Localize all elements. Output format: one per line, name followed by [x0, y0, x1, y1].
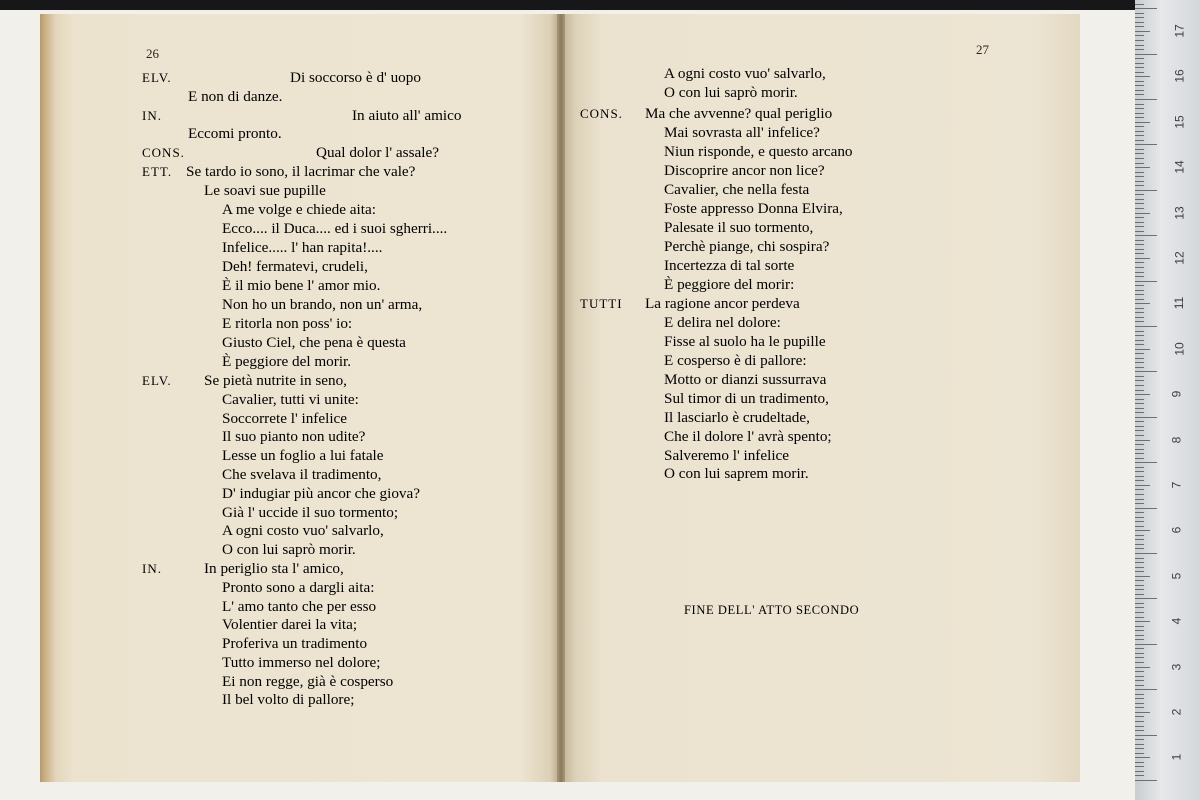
- verse-line: E cosperso è di pallore:: [664, 352, 807, 369]
- ruler-tick: [1135, 535, 1144, 536]
- ruler-tick: [1135, 635, 1144, 636]
- ruler-tick: [1135, 72, 1144, 73]
- ruler-tick: [1135, 471, 1144, 472]
- ruler-tick: [1135, 203, 1144, 204]
- speaker-label: CONS.: [580, 106, 623, 121]
- ruler-tick: [1135, 644, 1157, 645]
- ruler-number: 6: [1169, 526, 1184, 534]
- ruler-tick: [1135, 226, 1144, 227]
- verse-line: Già l' uccide il suo tormento;: [222, 504, 399, 521]
- ruler-tick: [1135, 58, 1144, 59]
- verse-line: Che il dolore l' avrà spento;: [664, 428, 832, 445]
- speaker-label: IN.: [142, 108, 162, 123]
- ruler-tick: [1135, 185, 1144, 186]
- verse-line: L' amo tanto che per esso: [222, 598, 377, 615]
- ruler-tick: [1135, 331, 1144, 332]
- ruler-tick: [1135, 626, 1144, 627]
- verse-line: In periglio sta l' amico,: [204, 560, 344, 577]
- ruler-tick: [1135, 440, 1150, 441]
- closing-caption: FINE DELL' ATTO SECONDO: [684, 603, 860, 617]
- ruler-tick: [1135, 435, 1144, 436]
- speaker-label: IN.: [142, 561, 162, 576]
- ruler-tick: [1135, 326, 1157, 327]
- ruler-tick: [1135, 163, 1144, 164]
- ruler-tick: [1135, 135, 1144, 136]
- ruler-tick: [1135, 480, 1144, 481]
- verse-line: Se tardo io sono, il lacrimar che vale?: [186, 163, 416, 180]
- ruler-tick: [1135, 753, 1144, 754]
- ruler-tick: [1135, 585, 1144, 586]
- ruler-number: 14: [1172, 160, 1187, 174]
- verse-line: E non di danze.: [188, 88, 283, 105]
- ruler-tick: [1135, 707, 1144, 708]
- ruler-tick: [1135, 26, 1144, 27]
- ruler-tick: [1135, 90, 1144, 91]
- ruler-tick: [1135, 167, 1150, 168]
- ruler-tick: [1135, 548, 1144, 549]
- ruler-tick: [1135, 653, 1144, 654]
- verse-line: E delira nel dolore:: [664, 314, 781, 331]
- verse-line: Non ho un brando, non un' arma,: [222, 296, 423, 313]
- verse-line: Proferiva un tradimento: [222, 635, 368, 652]
- verse-line: In aiuto all' amico: [352, 107, 462, 124]
- ruler-tick: [1135, 685, 1144, 686]
- ruler-tick: [1135, 371, 1157, 372]
- ruler-tick: [1135, 362, 1144, 363]
- ruler-tick: [1135, 40, 1144, 41]
- ruler-tick: [1135, 190, 1157, 191]
- ruler-tick: [1135, 253, 1144, 254]
- verse-line: O con lui saprem morir.: [664, 465, 809, 482]
- ruler-tick: [1135, 694, 1144, 695]
- ruler-number: 12: [1172, 251, 1187, 265]
- ruler-tick: [1135, 621, 1150, 622]
- verse-line: È peggiore del morir:: [664, 276, 795, 293]
- verse-line: Volentier darei la vita;: [222, 616, 358, 633]
- verse-line: Discoprire ancor non lice?: [664, 162, 825, 179]
- ruler-number: 2: [1169, 708, 1184, 716]
- ruler-number: 1: [1169, 753, 1184, 761]
- ruler-number: 4: [1169, 617, 1184, 625]
- ruler-tick: [1135, 340, 1144, 341]
- ruler-tick: [1135, 775, 1144, 776]
- verse-line: E ritorla non poss' io:: [222, 315, 353, 332]
- ruler-tick: [1135, 108, 1144, 109]
- ruler-tick: [1135, 290, 1144, 291]
- ruler-tick: [1135, 676, 1144, 677]
- ruler-tick: [1135, 49, 1144, 50]
- verse-line: Fisse al suolo ha le pupille: [664, 333, 826, 350]
- ruler-tick: [1135, 403, 1144, 404]
- ruler-tick: [1135, 276, 1144, 277]
- verse-line: Che svelava il tradimento,: [222, 466, 382, 483]
- ruler-tick: [1135, 730, 1144, 731]
- ruler-tick: [1135, 126, 1144, 127]
- verse-line: È il mio bene l' amor mio.: [222, 277, 381, 294]
- ruler-tick: [1135, 489, 1144, 490]
- ruler-tick: [1135, 181, 1144, 182]
- ruler-tick: [1135, 603, 1144, 604]
- ruler-tick: [1135, 294, 1144, 295]
- ruler-tick: [1135, 735, 1157, 736]
- ruler-tick: [1135, 726, 1144, 727]
- verse-line: A me volge e chiede aita:: [222, 201, 376, 218]
- ruler-tick: [1135, 240, 1144, 241]
- book-gutter: [557, 14, 565, 782]
- ruler-number: 17: [1172, 24, 1187, 38]
- ruler-tick: [1135, 757, 1150, 758]
- ruler-tick: [1135, 739, 1144, 740]
- ruler-tick: [1135, 54, 1157, 55]
- verse-line: Il suo pianto non udite?: [222, 428, 366, 445]
- ruler-tick: [1135, 94, 1144, 95]
- ruler-tick: [1135, 140, 1144, 141]
- ruler-tick: [1135, 199, 1144, 200]
- verse-line: Le soavi sue pupille: [204, 182, 326, 199]
- ruler-tick: [1135, 335, 1144, 336]
- ruler-tick: [1135, 494, 1144, 495]
- ruler-tick: [1135, 771, 1144, 772]
- ruler-tick: [1135, 394, 1150, 395]
- ruler-tick: [1135, 194, 1144, 195]
- ruler-tick: [1135, 308, 1144, 309]
- ruler-tick: [1135, 321, 1144, 322]
- verse-line: Se pietà nutrite in seno,: [204, 372, 347, 389]
- ruler-tick: [1135, 648, 1144, 649]
- ruler-number: 16: [1172, 69, 1187, 83]
- ruler-tick: [1135, 716, 1144, 717]
- verse-line: Foste appresso Donna Elvira,: [664, 200, 843, 217]
- ruler-tick: [1135, 671, 1144, 672]
- ruler-tick: [1135, 712, 1150, 713]
- ruler-tick: [1135, 517, 1144, 518]
- ruler-tick: [1135, 467, 1144, 468]
- ruler-tick: [1135, 562, 1144, 563]
- verse-line: O con lui saprò morir.: [222, 541, 356, 558]
- ruler-tick: [1135, 780, 1157, 781]
- ruler-tick: [1135, 4, 1144, 5]
- ruler-tick: [1135, 85, 1144, 86]
- ruler-tick: [1135, 303, 1150, 304]
- speaker-label: ELV.: [142, 373, 172, 388]
- ruler-tick: [1135, 744, 1144, 745]
- verse-line: Di soccorso è d' uopo: [290, 69, 421, 86]
- ruler-tick: [1135, 131, 1144, 132]
- verse-line: Lesse un foglio a lui fatale: [222, 447, 384, 464]
- ruler-tick: [1135, 272, 1144, 273]
- ruler-tick: [1135, 217, 1144, 218]
- ruler-tick: [1135, 299, 1144, 300]
- verse-line: Il bel volto di pallore;: [222, 691, 355, 708]
- ruler-tick: [1135, 567, 1144, 568]
- ruler-tick: [1135, 285, 1144, 286]
- ruler-tick: [1135, 748, 1144, 749]
- ruler-tick: [1135, 317, 1144, 318]
- ruler-tick: [1135, 530, 1150, 531]
- ruler-tick: [1135, 458, 1144, 459]
- ruler-tick: [1135, 244, 1144, 245]
- ruler-tick: [1135, 76, 1150, 77]
- ruler-tick: [1135, 766, 1144, 767]
- ruler-tick: [1135, 444, 1144, 445]
- ruler-tick: [1135, 594, 1144, 595]
- ruler-tick: [1135, 153, 1144, 154]
- ruler-tick: [1135, 122, 1150, 123]
- ruler-tick: [1135, 453, 1144, 454]
- ruler-tick: [1135, 553, 1157, 554]
- ruler-tick: [1135, 558, 1144, 559]
- ruler-tick: [1135, 231, 1144, 232]
- ruler-tick: [1135, 385, 1144, 386]
- ruler-number: 7: [1169, 481, 1184, 489]
- ruler-tick: [1135, 662, 1144, 663]
- ruler-tick: [1135, 17, 1144, 18]
- ruler-tick: [1135, 680, 1144, 681]
- ruler-tick: [1135, 281, 1157, 282]
- ruler-tick: [1135, 353, 1144, 354]
- verse-line: Qual dolor l' assale?: [316, 144, 439, 161]
- verse-line: Tutto immerso nel dolore;: [222, 654, 381, 671]
- verse-line: Giusto Ciel, che pena è questa: [222, 334, 406, 351]
- ruler-number: 10: [1172, 342, 1187, 356]
- ruler-tick: [1135, 630, 1144, 631]
- verse-line: Palesate il suo tormento,: [664, 219, 814, 236]
- speaker-label: ELV.: [142, 70, 172, 85]
- verse-line: Mai sovrasta all' infelice?: [664, 124, 820, 141]
- ruler-tick: [1135, 213, 1150, 214]
- ruler-tick: [1135, 117, 1144, 118]
- ruler-tick: [1135, 412, 1144, 413]
- ruler-tick: [1135, 430, 1144, 431]
- ruler-tick: [1135, 657, 1144, 658]
- speaker-label: CONS.: [142, 145, 185, 160]
- ruler-tick: [1135, 721, 1144, 722]
- verse-line: Il lasciarlo è crudeltade,: [664, 409, 810, 426]
- verse-line: A ogni costo vuo' salvarlo,: [222, 522, 384, 539]
- ruler-tick: [1135, 158, 1144, 159]
- measuring-ruler: [1135, 0, 1200, 800]
- ruler-tick: [1135, 144, 1157, 145]
- ruler-number: 8: [1169, 436, 1184, 443]
- ruler-number: 9: [1169, 390, 1184, 398]
- verse-line: D' indugiar più ancor che giova?: [222, 485, 420, 502]
- verse-line: Motto or dianzi sussurrava: [664, 371, 827, 388]
- page-number-right: 27: [976, 42, 989, 57]
- ruler-tick: [1135, 508, 1157, 509]
- ruler-tick: [1135, 417, 1157, 418]
- verse-line: È peggiore del morir.: [222, 353, 352, 370]
- ruler-tick: [1135, 589, 1144, 590]
- ruler-tick: [1135, 390, 1144, 391]
- ruler-tick: [1135, 408, 1144, 409]
- ruler-tick: [1135, 367, 1144, 368]
- ruler-tick: [1135, 689, 1157, 690]
- ruler-tick: [1135, 344, 1144, 345]
- ruler-tick: [1135, 380, 1144, 381]
- ruler-tick: [1135, 539, 1144, 540]
- ruler-tick: [1135, 104, 1144, 105]
- verse-line: La ragione ancor perdeva: [645, 295, 800, 312]
- ruler-tick: [1135, 235, 1157, 236]
- ruler-tick: [1135, 113, 1144, 114]
- ruler-tick: [1135, 617, 1144, 618]
- ruler-tick: [1135, 762, 1144, 763]
- verse-line: Cavalier, tutti vi unite:: [222, 391, 359, 408]
- ruler-tick: [1135, 698, 1144, 699]
- ruler-tick: [1135, 426, 1144, 427]
- verse-line: Ei non regge, già è cosperso: [222, 673, 394, 690]
- ruler-tick: [1135, 349, 1150, 350]
- ruler-tick: [1135, 312, 1144, 313]
- ruler-tick: [1135, 249, 1144, 250]
- ruler-tick: [1135, 544, 1144, 545]
- ruler-tick: [1135, 45, 1144, 46]
- ruler-tick: [1135, 262, 1144, 263]
- verse-line: Incertezza di tal sorte: [664, 257, 795, 274]
- ruler-tick: [1135, 580, 1144, 581]
- ruler-tick: [1135, 449, 1144, 450]
- ruler-tick: [1135, 358, 1144, 359]
- ruler-tick: [1135, 399, 1144, 400]
- ruler-number: 11: [1172, 297, 1187, 310]
- ruler-tick: [1135, 99, 1157, 100]
- verse-line: Ma che avvenne? qual periglio: [645, 105, 833, 122]
- ruler-tick: [1135, 63, 1144, 64]
- ruler-tick: [1135, 462, 1157, 463]
- ruler-tick: [1135, 607, 1144, 608]
- ruler-tick: [1135, 485, 1150, 486]
- verse-line: Deh! fermatevi, crudeli,: [222, 258, 368, 275]
- ruler-tick: [1135, 267, 1144, 268]
- ruler-tick: [1135, 667, 1150, 668]
- verse-line: A ogni costo vuo' salvarlo,: [664, 65, 826, 82]
- ruler-tick: [1135, 576, 1150, 577]
- verse-line: Niun risponde, e questo arcano: [664, 143, 853, 160]
- ruler-tick: [1135, 571, 1144, 572]
- ruler-tick: [1135, 512, 1144, 513]
- verse-line: Salveremo l' infelice: [664, 447, 790, 464]
- verse-line: Cavalier, che nella festa: [664, 181, 810, 198]
- ruler-tick: [1135, 421, 1144, 422]
- ruler-number: 5: [1169, 572, 1184, 580]
- ruler-tick: [1135, 476, 1144, 477]
- ruler-tick: [1135, 703, 1144, 704]
- page-number-left: 26: [146, 46, 159, 61]
- ruler-tick: [1135, 172, 1144, 173]
- ruler-tick: [1135, 222, 1144, 223]
- verse-line: Soccorrete l' infelice: [222, 410, 348, 427]
- ruler-number: 3: [1169, 663, 1184, 670]
- ruler-tick: [1135, 22, 1144, 23]
- ruler-tick: [1135, 376, 1144, 377]
- ruler-tick: [1135, 598, 1157, 599]
- ruler-tick: [1135, 521, 1144, 522]
- ruler-tick: [1135, 526, 1144, 527]
- verse-line: Perchè piange, chi sospira?: [664, 238, 830, 255]
- verse-line: O con lui saprò morir.: [664, 84, 798, 101]
- ruler-tick: [1135, 67, 1144, 68]
- ruler-tick: [1135, 612, 1144, 613]
- ruler-tick: [1135, 31, 1150, 32]
- ruler-tick: [1135, 13, 1144, 14]
- speaker-label: ETT.: [142, 164, 173, 179]
- ruler-number: 13: [1172, 205, 1187, 220]
- ruler-tick: [1135, 149, 1144, 150]
- verse-line: Eccomi pronto.: [188, 125, 282, 142]
- ruler-tick: [1135, 503, 1144, 504]
- verse-line: Infelice..... l' han rapita!....: [222, 239, 383, 256]
- speaker-label: TUTTI: [580, 296, 623, 311]
- verse-line: Sul timor di un tradimento,: [664, 390, 829, 407]
- ruler-tick: [1135, 35, 1144, 36]
- ruler-number: 15: [1172, 115, 1187, 129]
- verse-line: Pronto sono a dargli aita:: [222, 579, 375, 596]
- ruler-tick: [1135, 176, 1144, 177]
- ruler-tick: [1135, 8, 1157, 9]
- ruler-tick: [1135, 208, 1144, 209]
- ruler-tick: [1135, 258, 1150, 259]
- ruler-tick: [1135, 499, 1144, 500]
- ruler-tick: [1135, 81, 1144, 82]
- ruler-tick: [1135, 639, 1144, 640]
- verse-line: Ecco.... il Duca.... ed i suoi sgherri....: [222, 220, 448, 237]
